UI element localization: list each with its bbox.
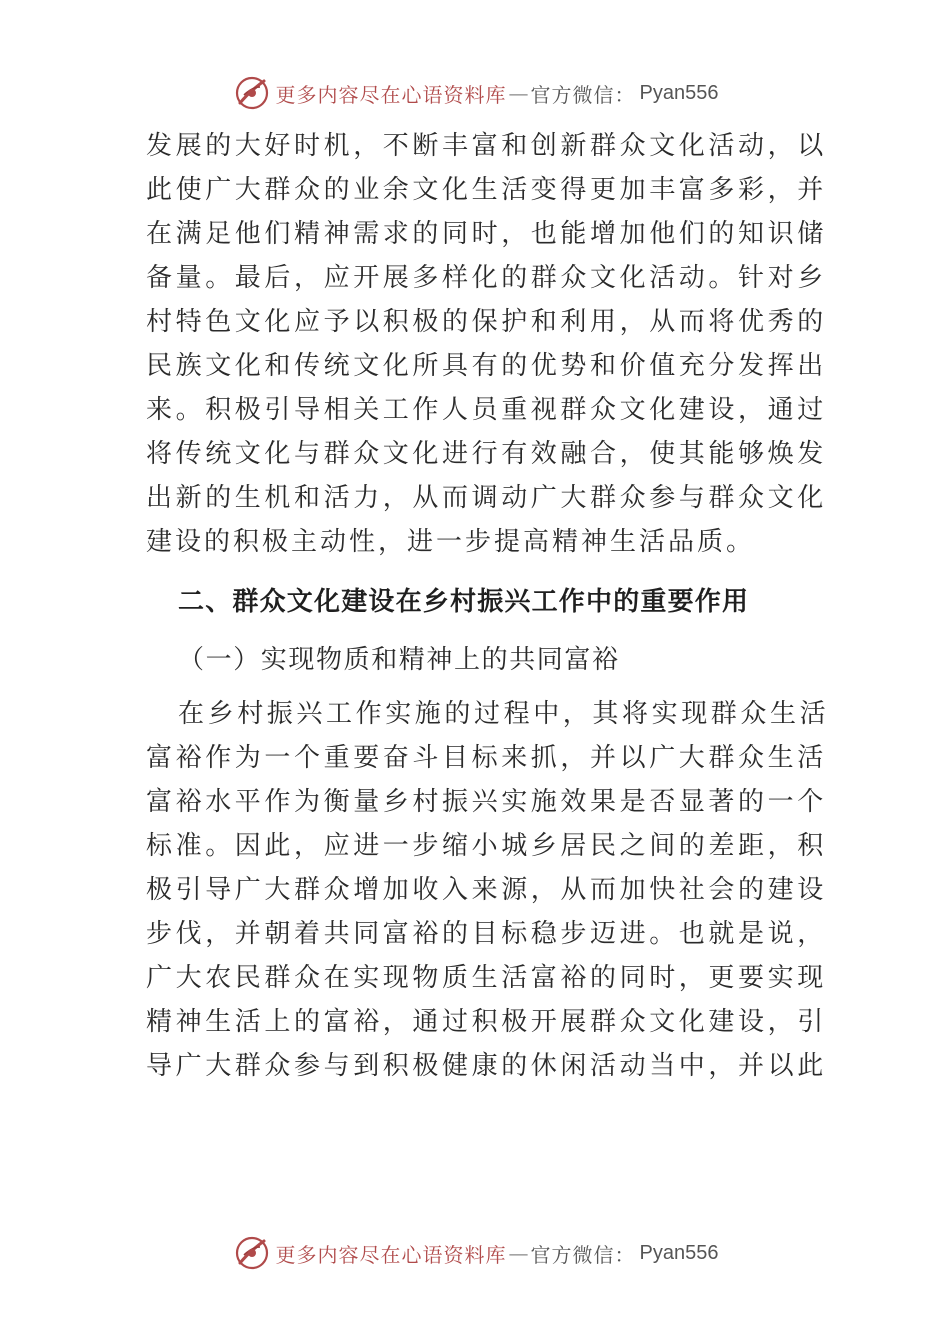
wechat-label: 官方微信： [530, 82, 636, 107]
document-body [146, 124, 830, 1088]
text-line: 此使广大群众的业余文化生活变得更加丰富多彩，并 [146, 175, 827, 205]
text-line: 极引导广大群众增加收入来源，从而加快社会的建设 [146, 875, 827, 905]
brand-text: 更多内容尽在心语资料库 [275, 82, 507, 107]
text-line: 富裕水平作为衡量乡村振兴实施效果是否显著的一个 [146, 787, 827, 817]
footer-banner [0, 1230, 950, 1276]
wechat-label: 官方微信： [530, 1242, 636, 1267]
banner-separator: — [508, 1241, 529, 1265]
text-line: 备量。最后，应开展多样化的群众文化活动。针对乡 [146, 263, 827, 293]
banner-separator: — [508, 81, 529, 105]
brand-text: 更多内容尽在心语资料库 [275, 1242, 507, 1267]
text-line: 在满足他们精神需求的同时，也能增加他们的知识储 [146, 219, 827, 249]
wechat-id: Pyan556 [639, 81, 719, 104]
text-line: 导广大群众参与到积极健康的休闲活动当中，并以此 [146, 1051, 827, 1081]
text-line: 标准。因此，应进一步缩小城乡居民之间的差距，积 [146, 831, 827, 861]
paragraph-1 [146, 124, 827, 564]
text-line: 出新的生机和活力，从而调动广大群众参与群众文化 [146, 483, 827, 513]
paragraph-2 [146, 692, 830, 1088]
header-banner [0, 70, 950, 116]
text-line: 步伐，并朝着共同富裕的目标稳步迈进。也就是说， [146, 919, 827, 949]
brand-logo-icon [232, 1233, 272, 1273]
section-heading: 二、群众文化建设在乡村振兴工作中的重要作用 [178, 587, 750, 617]
text-line: 发展的大好时机，不断丰富和创新群众文化活动，以 [146, 131, 827, 161]
text-line: 建设的积极主动性，进一步提高精神生活品质。 [146, 527, 756, 557]
text-line: 广大农民群众在实现物质生活富裕的同时，更要实现 [146, 963, 827, 993]
text-line: 富裕作为一个重要奋斗目标来抓，并以广大群众生活 [146, 743, 827, 773]
text-line: 在乡村振兴工作实施的过程中，其将实现群众生活 [178, 699, 830, 729]
subsection-heading: （一）实现物质和精神上的共同富裕 [178, 645, 620, 675]
wechat-id: Pyan556 [639, 1241, 719, 1264]
text-line: 来。积极引导相关工作人员重视群众文化建设，通过 [146, 395, 827, 425]
text-line: 将传统文化与群众文化进行有效融合，使其能够焕发 [146, 439, 827, 469]
text-line: 民族文化和传统文化所具有的优势和价值充分发挥出 [146, 351, 827, 381]
text-line: 村特色文化应予以积极的保护和利用，从而将优秀的 [146, 307, 827, 337]
text-line: 精神生活上的富裕，通过积极开展群众文化建设，引 [146, 1007, 827, 1037]
brand-logo-icon [232, 73, 272, 113]
